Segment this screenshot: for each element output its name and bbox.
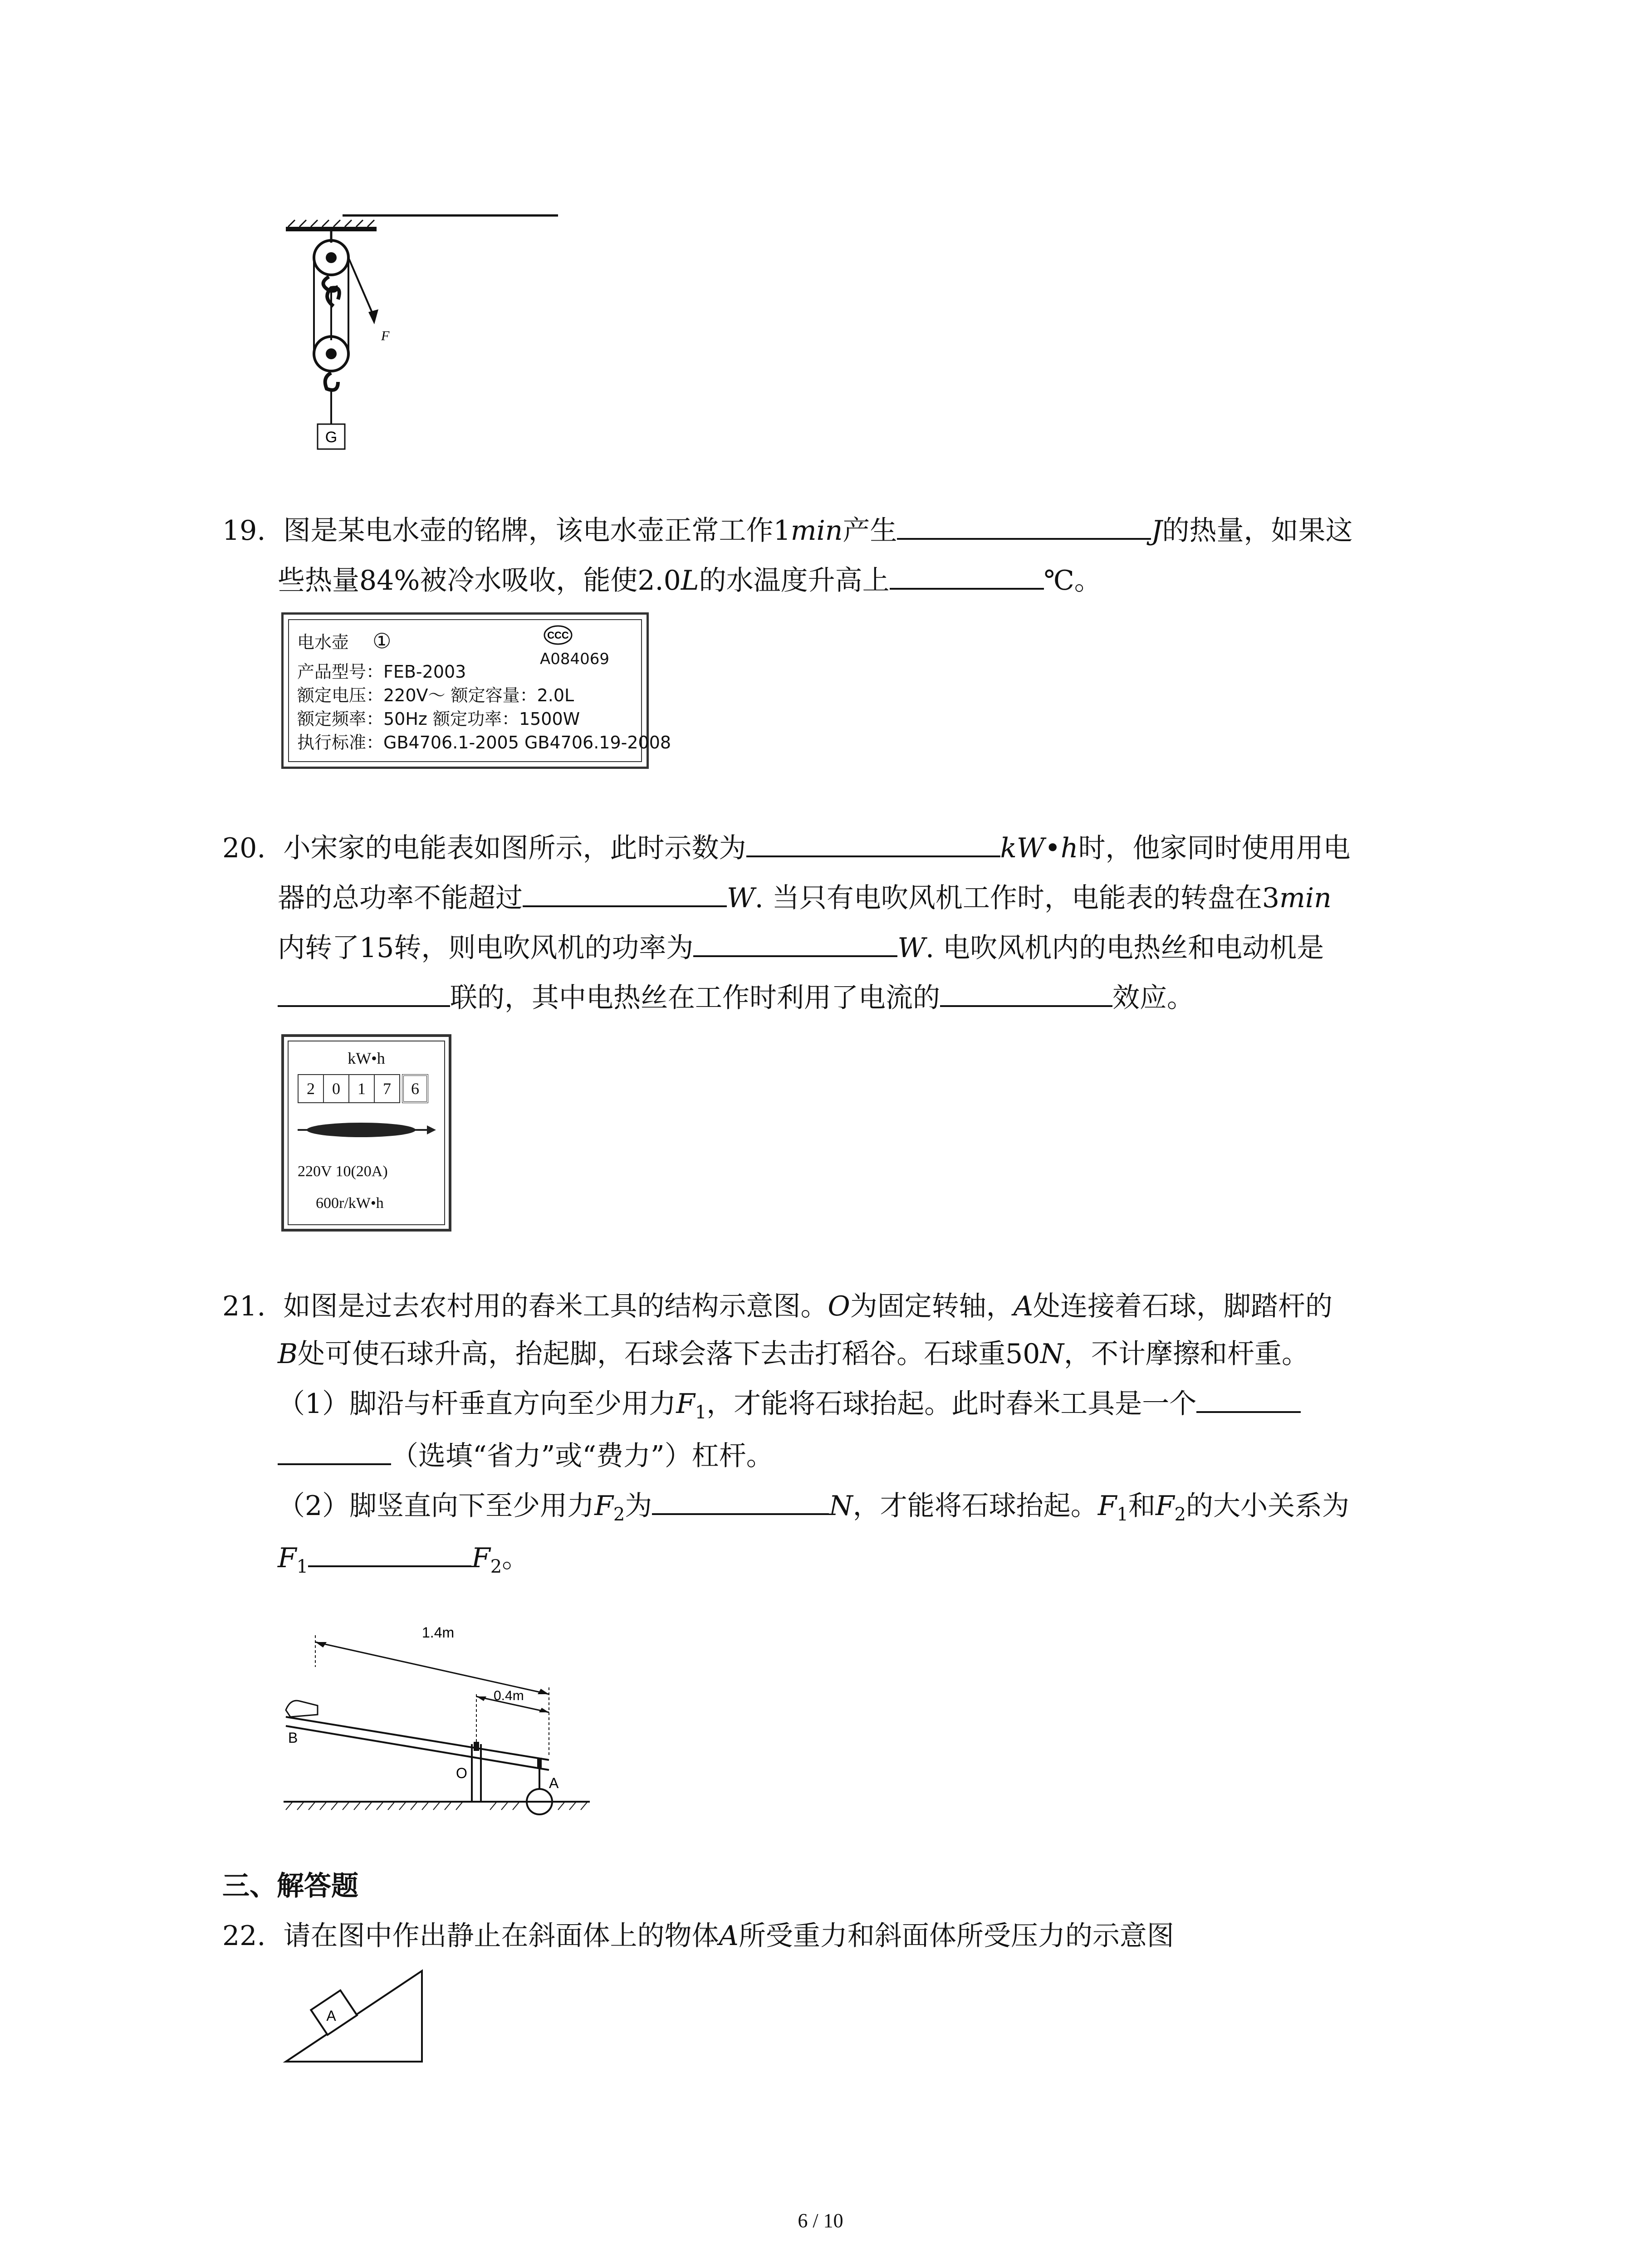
q19-text: 的热量，如果这 (1162, 515, 1353, 547)
q22-text: 请在图中作出静止在斜面体上的物体 (283, 1920, 719, 1952)
q21-text: 。 (502, 1542, 529, 1574)
point-o: O (828, 1290, 850, 1322)
unit-l: L (681, 565, 699, 596)
object-a: A (719, 1920, 739, 1952)
pulley-figure (272, 204, 567, 458)
meter-spec: 600r/kW•h (316, 1195, 384, 1212)
q21-part2-cont (278, 1540, 529, 1585)
point-b: B (278, 1338, 298, 1370)
q20-text: . 电吹风机内的电热丝和电动机是 (926, 932, 1324, 964)
q20-text: . 当只有电吹风机工作时，电能表的转盘在3 (754, 882, 1279, 914)
unit-min: min (1279, 882, 1332, 914)
force-f: F (1097, 1490, 1117, 1522)
subscript: 1 (1117, 1504, 1128, 1525)
meter-digit: 7 (375, 1074, 400, 1103)
q21-part1 (278, 1386, 1301, 1431)
q20-line1 (222, 830, 1351, 866)
meter-digits (298, 1074, 428, 1103)
q19-text: 些热量84%被冷水吸收，能使2.0 (278, 565, 681, 596)
svg-text:CCC: CCC (547, 630, 569, 641)
plate-row: 额定电压：220V～ 额定容量：2.0L (297, 685, 574, 705)
unit-n: N (829, 1490, 853, 1522)
answer-blank[interactable] (746, 830, 1000, 857)
answer-blank[interactable] (940, 980, 1112, 1007)
q21-text: 处连接着石球，脚踏杆的 (1033, 1290, 1333, 1322)
q20-text: 时，他家同时使用用电 (1078, 832, 1351, 864)
unit-w: W (727, 882, 755, 914)
cert-number: A084069 (540, 650, 610, 668)
q20-line2 (278, 880, 1332, 916)
subscript: 2 (490, 1556, 502, 1577)
q19-text: 产生 (843, 515, 897, 547)
q21-text: ，才能将石球抬起。 (852, 1490, 1098, 1522)
q21-text: 为固定转轴， (850, 1290, 1014, 1322)
answer-blank[interactable] (308, 1540, 471, 1567)
q21-text: ，不计摩擦和杆重。 (1063, 1338, 1309, 1370)
meter-spec: 220V 10(20A) (298, 1163, 388, 1180)
subscript: 1 (695, 1402, 707, 1423)
question-number: 19. (222, 515, 266, 547)
subscript: 1 (296, 1556, 309, 1577)
meter-digit-decimal: 6 (402, 1074, 428, 1103)
q21-text: （选填“省力”或“费力”）杠杆。 (391, 1440, 774, 1472)
unit-j: J (1151, 515, 1162, 547)
plate-row: 执行标准：GB4706.1-2005 GB4706.19-2008 (297, 733, 671, 753)
q21-text: 为 (625, 1490, 652, 1522)
force-f: F (1155, 1490, 1175, 1522)
q21-text: （2）脚竖直向下至少用力 (278, 1490, 595, 1522)
answer-blank[interactable] (278, 1438, 391, 1465)
answer-blank[interactable] (1196, 1386, 1301, 1413)
plate-row: 额定频率：50Hz 额定功率：1500W (297, 709, 580, 729)
unit-n: N (1040, 1338, 1064, 1370)
force-f: F (278, 1542, 297, 1574)
incline-figure (281, 1962, 431, 2071)
q21-text: 和 (1128, 1490, 1156, 1522)
unit-kwh: kW•h (1000, 832, 1078, 864)
answer-blank[interactable] (890, 562, 1044, 590)
answer-blank[interactable] (897, 513, 1151, 540)
point-a: A (1013, 1290, 1034, 1322)
plate-title: 电水壶 (297, 632, 349, 652)
force-label: F (381, 328, 390, 343)
length-label: 1.4m (422, 1624, 455, 1641)
subscript: 2 (1174, 1504, 1186, 1525)
page-number: 6 / 10 (798, 2209, 843, 2232)
section-heading: 三、解答题 (222, 1870, 358, 1902)
q19-line1 (222, 513, 1352, 549)
q19-text: ℃。 (1043, 565, 1102, 596)
length-label: 0.4m (494, 1688, 524, 1703)
plate-row: 产品型号：FEB-2003 (297, 662, 466, 682)
electricity-meter (281, 1034, 451, 1232)
q21-line1 (222, 1288, 1332, 1325)
plate-class-mark: ① (372, 629, 392, 653)
q20-text: 小宋家的电能表如图所示，此时示数为 (283, 832, 746, 864)
plate-row (297, 629, 391, 654)
q22-text: 所受重力和斜面体所受压力的示意图 (738, 1920, 1174, 1952)
q21-part2 (278, 1488, 1349, 1533)
q20-line4 (278, 980, 1194, 1016)
q21-text: 如图是过去农村用的舂米工具的结构示意图。 (283, 1290, 828, 1322)
answer-blank[interactable] (652, 1488, 829, 1515)
meter-digit: 2 (298, 1074, 324, 1103)
q20-text: 效应。 (1112, 982, 1194, 1014)
point-label-b: B (288, 1730, 298, 1746)
meter-digit: 0 (324, 1074, 349, 1103)
q20-line3 (278, 930, 1324, 966)
q21-line2 (278, 1336, 1309, 1372)
point-label-o: O (456, 1765, 467, 1781)
weight-label: G (325, 429, 338, 446)
q20-text: 联的，其中电热丝在工作时利用了电流的 (450, 982, 940, 1014)
question-number: 20. (222, 832, 266, 864)
unit-w: W (897, 932, 926, 964)
q21-text: 的大小关系为 (1185, 1490, 1349, 1522)
meter-disc-icon (298, 1116, 438, 1144)
meter-digit: 1 (349, 1074, 375, 1103)
ccc-cert-icon (542, 624, 574, 646)
q22-line1 (222, 1918, 1174, 1954)
question-number: 22. (222, 1920, 266, 1952)
block-label: A (326, 2008, 336, 2024)
answer-blank[interactable] (523, 880, 727, 907)
q19-text: 的水温度升高上 (699, 565, 890, 596)
q20-text: 内转了15转，则电吹风机的功率为 (278, 932, 694, 964)
q21-part1-cont (278, 1438, 774, 1474)
question-number: 21. (222, 1290, 266, 1322)
lever-figure (272, 1606, 599, 1823)
answer-blank[interactable] (278, 980, 450, 1007)
q19-text: 图是某电水壶的铭牌，该电水壶正常工作1 (283, 515, 791, 547)
subscript: 2 (613, 1504, 625, 1525)
unit-min: min (790, 515, 843, 547)
q21-text: ，才能将石球抬起。此时舂米工具是一个 (706, 1388, 1197, 1420)
kettle-nameplate (281, 612, 671, 769)
force-f: F (594, 1490, 613, 1522)
answer-blank[interactable] (693, 930, 897, 957)
q20-text: 器的总功率不能超过 (278, 882, 523, 914)
force-f: F (676, 1388, 695, 1420)
q21-text: 处可使石球升高，抬起脚，石球会落下去击打稻谷。石球重50 (298, 1338, 1040, 1370)
q21-text: （1）脚沿与杆垂直方向至少用力 (278, 1388, 676, 1420)
force-f: F (471, 1542, 490, 1574)
point-label-a: A (549, 1775, 559, 1791)
meter-unit: kW•h (348, 1049, 385, 1067)
q19-line2 (278, 562, 1102, 599)
